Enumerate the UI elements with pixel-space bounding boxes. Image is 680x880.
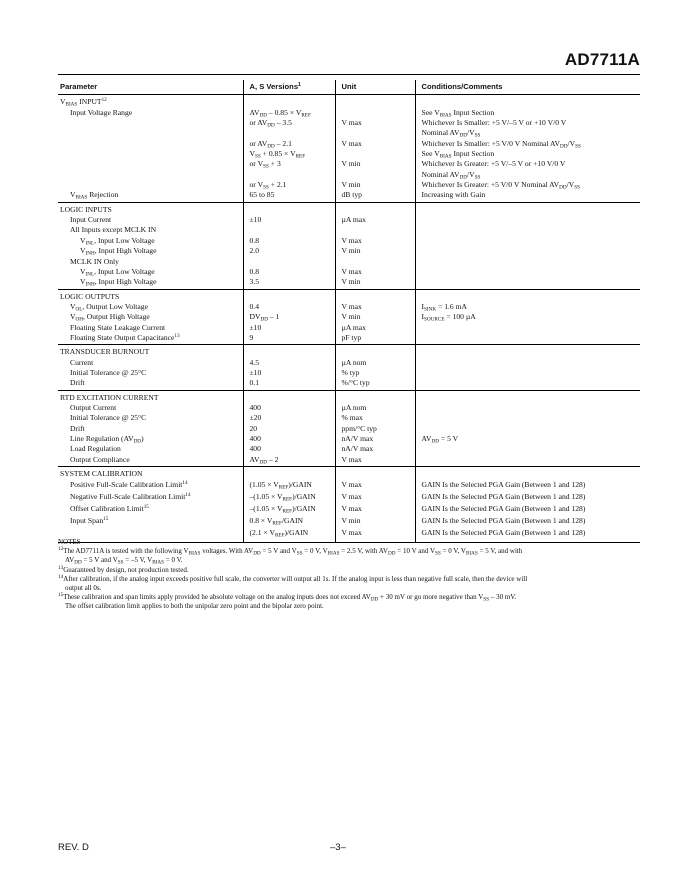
header-versions: A, S Versions$^1$: [243, 80, 335, 95]
header-parameter: Parameter: [58, 80, 243, 95]
conditions-cell: See $V_{BIAS}$ Input Section Whichever Is Smaller: +5 V/–5 V or +10 V/0 V Nominal $AV_{DD}/V_{SS}$ Whichever Is Smaller: +5 V/0 V Nominal $AV_{DD}/V_{SS}$ See $V_{BIAS}$ Input Section Whichever Is Greater: +5 V/–5 V or +10 V/0 V Nominal $AV_{DD}/V_{SS}$ Whichever Is Greater: +5 V/0 V Nominal $AV_{DD}/V_{SS}$ Increasing with Gain: [415, 95, 640, 202]
table-header-row: [58, 80, 640, 95]
value-cell: ±10 0.8 2.0 0.8 3.5: [243, 202, 335, 289]
header-rule: [58, 74, 640, 75]
notes-title: NOTES: [58, 538, 81, 546]
param-cell: LOGIC OUTPUTS $V_{OL}$, Output Low Voltage $V_{OH}$, Output High Voltage Floating State Leakage Current Floating State Output Capacitance$^{13}$: [58, 289, 243, 345]
param-cell: SYSTEM CALIBRATION Positive Full-Scale Calibration Limit$^{14}$ Negative Full-Scale Calibration Limit$^{14}$ Offset Calibration Limit$^{15}$ Input Span$^{15}$: [58, 467, 243, 543]
conditions-cell: [415, 202, 640, 289]
value-cell: 0.4 $DV_{DD} - 1$ ±10 9: [243, 289, 335, 345]
header-unit: Unit: [335, 80, 415, 95]
conditions-cell: [415, 345, 640, 390]
table-section-logic-inputs: [58, 202, 640, 289]
header-conditions: Conditions/Comments: [415, 80, 640, 95]
value-cell: $AV_{DD} - 0.85 \times V_{REF}$ or $AV_{DD} - 3.5$ or $AV_{DD} - 2.1$ $V_{SS} + 0.85 \times V_{REF}$ or $V_{SS} + 3$ or $V_{SS} + 2.1$ 65 to 85: [243, 95, 335, 202]
part-number: AD7711A: [564, 50, 640, 69]
unit-cell: µA nom % typ %/°C typ: [335, 345, 415, 390]
table-section-logic-outputs: [58, 289, 640, 345]
param-cell: TRANSDUCER BURNOUT Current Initial Tolerance @ 25°C Drift: [58, 345, 243, 390]
conditions-cell: GAIN Is the Selected PGA Gain (Between 1 and 128) GAIN Is the Selected PGA Gain (Between 1 and 128) GAIN Is the Selected PGA Gain (Between 1 and 128) GAIN Is the Selected PGA Gain (Between 1 and 128) GAIN Is the Selected PGA Gain (Between 1 and 128): [415, 467, 640, 543]
table-section-transducer-burnout: [58, 345, 640, 390]
note-12-continued: $AV_{DD} = 5$ V and $V_{SS} = -5$ V, $V_{BIAS} = 0$ V.: [65, 556, 183, 566]
value-cell: 4.5 ±10 0.1: [243, 345, 335, 390]
table-section-vbias: [58, 95, 640, 202]
unit-cell: µA nom % max ppm/°C typ nA/V max nA/V max V max: [335, 390, 415, 466]
notes-section: [58, 538, 648, 612]
note-13: $^{13}$Guaranteed by design, not production tested.: [58, 564, 189, 574]
param-cell: $V_{BIAS}$ INPUT$^{12}$ Input Voltage Range $V_{BIAS}$ Rejection: [58, 95, 243, 202]
unit-cell: V max V max V min V min dB typ: [335, 95, 415, 202]
table-section-system-calibration: [58, 467, 640, 543]
note-14-continued: output all 0s.: [65, 584, 102, 593]
value-cell: 400 ±20 20 400 400 $AV_{DD} - 2$: [243, 390, 335, 466]
conditions-cell: $AV_{DD} = 5$ V: [415, 390, 640, 466]
specifications-table: [58, 80, 640, 543]
revision-label: REV. D: [58, 842, 89, 853]
param-cell: RTD EXCITATION CURRENT Output Current Initial Tolerance @ 25°C Drift Line Regulation $(AV_{DD})$ Load Regulation Output Compliance: [58, 390, 243, 466]
unit-cell: µA max V max V min V max V min: [335, 202, 415, 289]
note-12: $^{12}$The AD7711A is tested with the following $V_{BIAS}$ voltages. With $AV_{DD} = 5$ V and $V_{SS} = 0$ V, $V_{BIAS} = 2.5$ V, with $AV_{DD} = 10$ V and $V_{SS} = 0$ V, $V_{BIAS} = 5$ V, and with: [58, 546, 523, 557]
conditions-cell: $I_{SINK} = 1.6$ mA $I_{SOURCE} = 100$ µA: [415, 289, 640, 345]
note-15: $^{15}$These calibration and span limits apply provided he absolute voltage on the analog inputs does not exceed $AV_{DD} + 30$ mV or go more negative than $V_{SS} - 30$ mV.: [58, 592, 517, 603]
table-section-rtd-excitation: [58, 390, 640, 466]
unit-cell: V max V min µA max pF typ: [335, 289, 415, 345]
note-15-continued: The offset calibration limit applies to both the unipolar zero point and the bipolar zero point.: [65, 602, 324, 611]
unit-cell: V max V max V max V min V max: [335, 467, 415, 543]
note-14: $^{14}$After calibration, if the analog input exceeds positive full scale, the converter will output all 1s. If the analog input is less than negative full scale, then the device will: [58, 573, 528, 583]
param-cell: LOGIC INPUTS Input Current All Inputs except MCLK IN $V_{INL}$, Input Low Voltage $V_{INH}$, Input High Voltage MCLK IN Only $V_{INL}$, Input Low Voltage $V_{INH}$, Input High Voltage: [58, 202, 243, 289]
page-number: –3–: [330, 842, 346, 853]
value-cell: $(1.05 \times V_{REF})$/GAIN $-(1.05 \times V_{REF})$/GAIN $-(1.05 \times V_{REF})$/GAIN $0.8 \times V_{REF}$/GAIN $(2.1 \times V_{REF})$/GAIN: [243, 467, 335, 543]
